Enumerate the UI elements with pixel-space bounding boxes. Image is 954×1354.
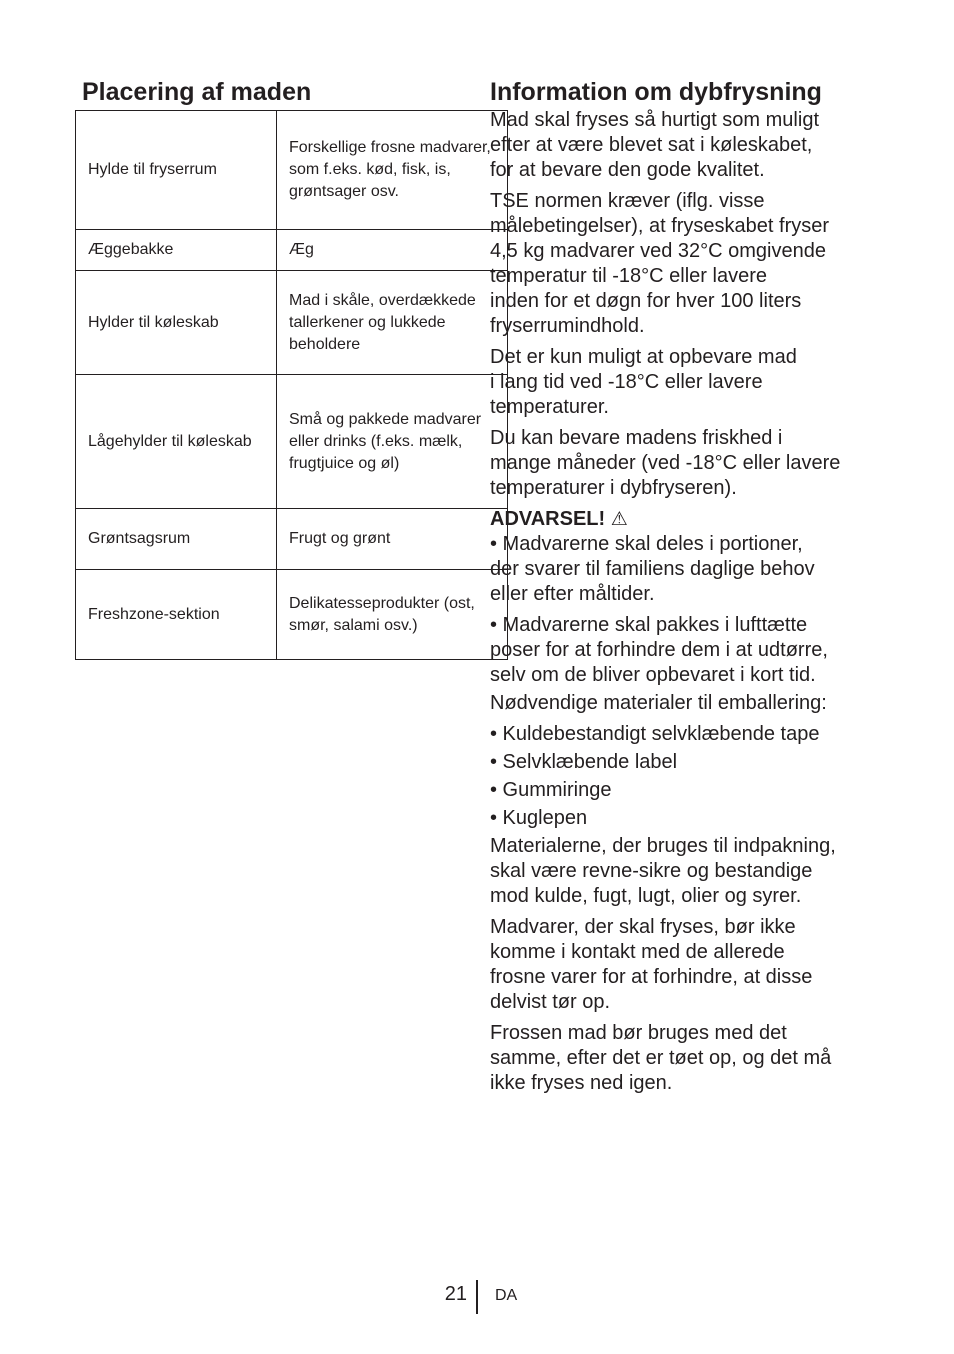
table-cell-items: Mad i skåle, overdækkede tallerkener og lukkede beholdere (277, 271, 508, 375)
warning-label: ADVARSEL! (490, 508, 606, 530)
language-code: DA (495, 1287, 518, 1304)
table-row (76, 271, 508, 375)
table-cell-place: Hylder til køleskab (76, 271, 277, 375)
deep-freeze-section (490, 76, 880, 1102)
table-cell-items: Små og pakkede madvarer eller drinks (f.eks. mælk, frugtjuice og øl) (277, 375, 508, 509)
table-cell-items: Forskellige frosne madvarer, som f.eks. kød, fisk, is, grøntsager osv. (277, 111, 508, 230)
list-item: • Kuldebestandigt selvklæbende tape (490, 723, 820, 745)
food-placement-title: Placering af maden (82, 78, 312, 106)
paragraph: Materialerne, der bruges til indpakning, skal være revne-sikre og bestandige mod kulde, fugt, lugt, olier og syrer. (490, 835, 836, 907)
bullet-paragraph: • Madvarerne skal deles i portioner, der svarer til familiens daglige behov eller efter måltider. (490, 533, 815, 605)
bullet-paragraph: • Madvarerne skal pakkes i lufttætte poser for at forhindre dem i at udtørre, selv om de bliver opbevaret i kort tid. (490, 614, 828, 686)
food-placement-section (75, 76, 491, 660)
table-cell-items: Delikatesseprodukter (ost, smør, salami osv.) (277, 570, 508, 660)
table-row (76, 230, 508, 271)
paragraph: Madvarer, der skal fryses, bør ikke komme i kontakt med de allerede frosne varer for at forhindre, at disse delvist tør op. (490, 916, 813, 1013)
paragraph: Mad skal fryses så hurtigt som muligt efter at være blevet sat i køleskabet, for at bevare den gode kvalitet. (490, 109, 819, 181)
food-placement-table (75, 110, 508, 660)
deep-freeze-title: Information om dybfrysning (490, 78, 822, 106)
table-row (76, 509, 508, 570)
warning-heading (490, 507, 880, 532)
paragraph: Det er kun muligt at opbevare mad i lang tid ved -18°C eller lavere temperaturer. (490, 346, 797, 418)
table-cell-place: Freshzone-sektion (76, 570, 277, 660)
page-footer (0, 1280, 954, 1314)
table-cell-place: Grøntsagsrum (76, 509, 277, 570)
table-row (76, 570, 508, 660)
list-item: • Kuglepen (490, 807, 588, 829)
table-row (76, 111, 508, 230)
table-cell-place: Hylde til fryserrum (76, 111, 277, 230)
table-cell-items: Æg (277, 230, 508, 271)
page-number: 21 (444, 1283, 467, 1305)
paragraph: Du kan bevare madens friskhed i mange måneder (ved -18°C eller lavere temperaturer i dybfryseren). (490, 427, 841, 499)
paragraph: Frossen mad bør bruges med det samme, efter det er tøet op, og det må ikke fryses ned igen. (490, 1022, 832, 1094)
table-row (76, 375, 508, 509)
warning-triangle-icon: ⚠ (610, 509, 628, 530)
footer-divider (476, 1280, 478, 1314)
table-cell-place: Æggebakke (76, 230, 277, 271)
table-cell-items: Frugt og grønt (277, 509, 508, 570)
list-item: • Gummiringe (490, 779, 612, 801)
list-item: • Selvklæbende label (490, 751, 678, 773)
table-cell-place: Lågehylder til køleskab (76, 375, 277, 509)
paragraph: TSE normen kræver (iflg. visse målebetingelser), at fryseskabet fryser 4,5 kg madvarer ved 32°C omgivende temperatur til -18°C eller lavere inden for et døgn for hver 100 liters fryserrumindhold. (490, 190, 830, 337)
materials-intro: Nødvendige materialer til emballering: (490, 692, 827, 714)
